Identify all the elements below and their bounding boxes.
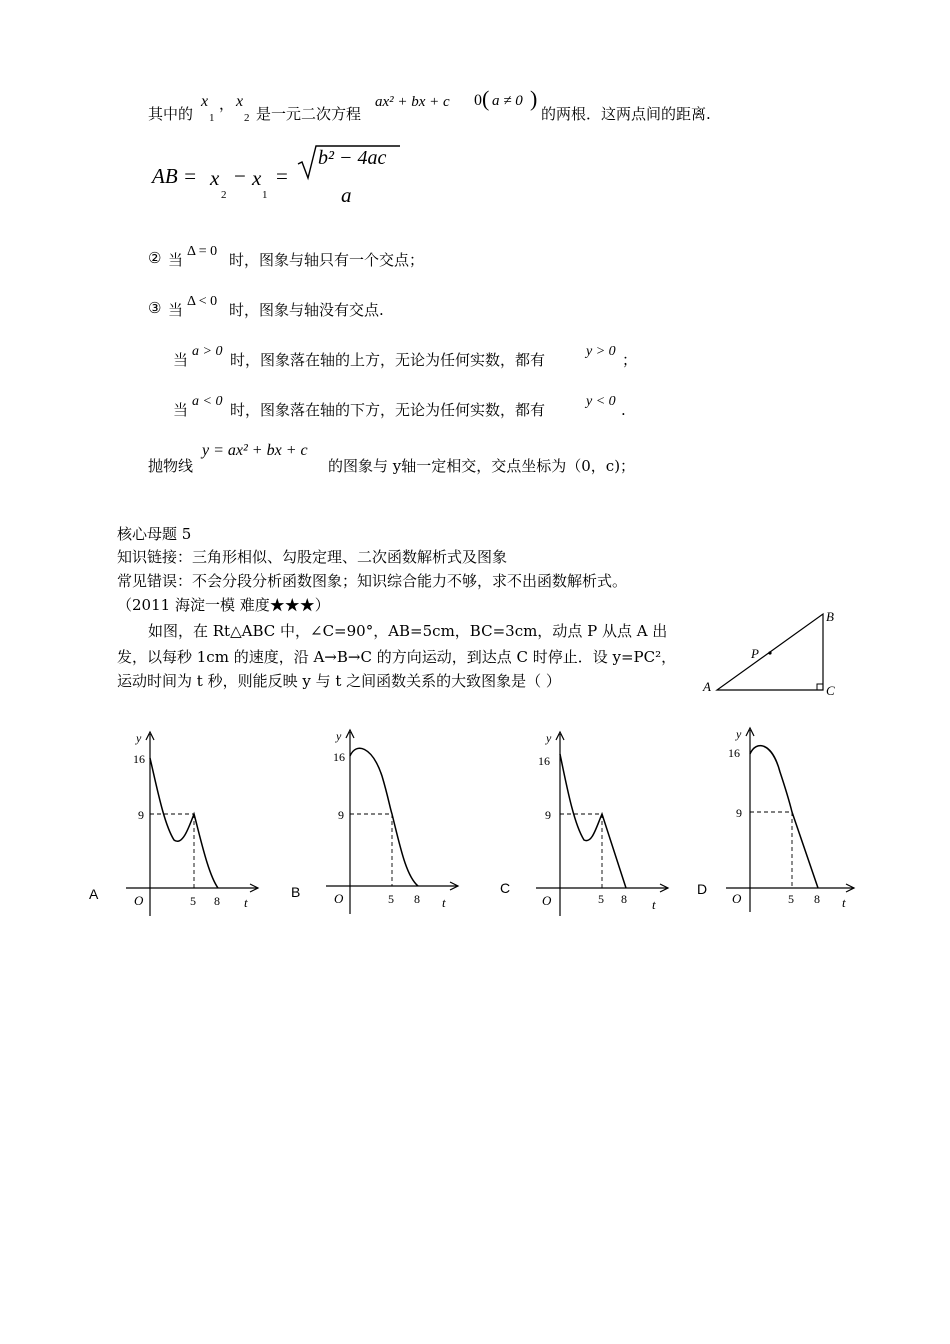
curve xyxy=(750,746,818,888)
aneg-text: 时，图象落在轴的下方，无论为任何实数，都有 xyxy=(230,401,546,419)
graph-option-a xyxy=(122,728,262,918)
option-b-label: B xyxy=(291,884,301,900)
vertex-b-label: B xyxy=(826,609,834,624)
aneg-end: . xyxy=(621,401,626,419)
text-prefix: 其中的 xyxy=(148,105,194,123)
roots-suffix: 的两根．这两点间的距离. xyxy=(541,105,711,123)
problem-line-3: 运动时间为 t 秒，则能反映 y 与 t 之间函数关系的大致图象是（ ） xyxy=(117,672,561,690)
problem-source: （2011 海淀一模 难度★★★） xyxy=(117,596,330,614)
tick-9: 9 xyxy=(736,806,742,820)
tick-5: 5 xyxy=(598,892,604,906)
case3-text: 时，图象与轴没有交点. xyxy=(229,301,384,319)
origin-label: O xyxy=(732,891,742,906)
knowledge-links: 知识链接：三角形相似、勾股定理、二次函数解析式及图象 xyxy=(117,548,508,566)
apos-end: ； xyxy=(622,351,638,369)
tick-9: 9 xyxy=(338,808,344,822)
parabola-text: 的图象与 y轴一定相交，交点坐标为（0，c)； xyxy=(328,457,636,475)
x1-symbol: x xyxy=(201,93,209,110)
formula-lhs: AB = xyxy=(152,164,198,188)
common-errors: 常见错误：不会分段分析函数图象；知识综合能力不够，求不出函数解析式。 xyxy=(117,572,628,590)
tick-16: 16 xyxy=(133,752,145,766)
triangle-figure xyxy=(695,602,845,707)
aneg-y-condition: y < 0 xyxy=(586,394,616,409)
option-a-label: A xyxy=(89,886,99,902)
t-axis-label: t xyxy=(842,895,846,910)
option-d-label: D xyxy=(697,881,708,897)
graph-option-d xyxy=(722,724,862,914)
tick-5: 5 xyxy=(788,892,794,906)
aneg-condition: a < 0 xyxy=(192,394,223,409)
vertex-a-label: A xyxy=(703,679,711,694)
apos-text: 时，图象落在轴的上方，无论为任何实数，都有 xyxy=(230,351,546,369)
curve xyxy=(560,754,626,888)
apos-when: 当 xyxy=(173,351,189,369)
formula-x2: x xyxy=(210,166,220,190)
tick-9: 9 xyxy=(138,808,144,822)
x2-subscript: 2 xyxy=(244,112,250,124)
formula-minus: − xyxy=(234,164,246,188)
paren-open: ( xyxy=(482,86,490,111)
core-title: 核心母题 5 xyxy=(117,525,192,543)
formula-sub1: 1 xyxy=(262,189,268,201)
point-p-label: P xyxy=(751,646,759,661)
case2-marker: ② xyxy=(148,249,162,267)
graph-option-c xyxy=(532,728,672,918)
right-angle-mark xyxy=(817,684,823,690)
equation-intro: 是一元二次方程 xyxy=(256,105,362,123)
case2-when: 当 xyxy=(168,251,184,269)
case3-when: 当 xyxy=(168,301,184,319)
formula-x1: x xyxy=(252,166,262,190)
curve xyxy=(150,758,218,888)
formula-numerator: b² − 4ac xyxy=(318,147,387,169)
comma: ， xyxy=(219,95,235,113)
graph-option-b xyxy=(322,726,462,916)
aneg-when: 当 xyxy=(173,401,189,419)
a-not-zero-condition: a ≠ 0 xyxy=(492,93,523,109)
tick-9: 9 xyxy=(545,808,551,822)
equation-zero: 0 xyxy=(474,92,482,109)
quadratic-equation: ax² + bx + c xyxy=(375,94,450,110)
option-c-label: C xyxy=(500,880,511,896)
parabola-prefix: 抛物线 xyxy=(148,457,194,475)
tick-8: 8 xyxy=(214,894,220,908)
vertex-c-label: C xyxy=(826,683,835,698)
problem-line-2: 发，以每秒 1cm 的速度，沿 A→B→C 的方向运动，到达点 C 时停止．设 y=PC²， xyxy=(117,648,677,666)
case3-marker: ③ xyxy=(148,299,162,317)
parabola-equation: y = ax² + bx + c xyxy=(202,442,308,459)
apos-y-condition: y > 0 xyxy=(586,344,616,359)
problem-line-1: 如图，在 Rt△ABC 中，∠C=90°，AB=5cm，BC=3cm，动点 P 从点 A 出 xyxy=(148,622,668,640)
tick-16: 16 xyxy=(333,750,345,764)
formula-denominator: a xyxy=(341,183,352,207)
origin-label: O xyxy=(542,893,552,908)
paren-close: ) xyxy=(530,86,538,111)
y-axis-label: y xyxy=(136,731,142,745)
origin-label: O xyxy=(134,893,144,908)
formula-equals: = xyxy=(276,164,288,188)
case3-condition: Δ < 0 xyxy=(187,294,218,309)
y-axis-label: y xyxy=(546,731,552,745)
t-axis-label: t xyxy=(652,897,656,912)
tick-8: 8 xyxy=(814,892,820,906)
tick-16: 16 xyxy=(728,746,740,760)
y-axis-label: y xyxy=(336,729,342,743)
tick-16: 16 xyxy=(538,754,550,768)
point-p xyxy=(768,651,771,654)
roots-intro-line xyxy=(148,104,193,124)
tick-8: 8 xyxy=(414,892,420,906)
x2-symbol: x xyxy=(236,93,244,110)
t-axis-label: t xyxy=(244,895,248,910)
origin-label: O xyxy=(334,891,344,906)
curve xyxy=(350,748,418,886)
tick-5: 5 xyxy=(190,894,196,908)
x1-subscript: 1 xyxy=(209,112,215,124)
tick-5: 5 xyxy=(388,892,394,906)
case2-text: 时，图象与轴只有一个交点； xyxy=(229,251,425,269)
formula-sub2: 2 xyxy=(221,189,227,201)
y-axis-label: y xyxy=(736,727,742,741)
t-axis-label: t xyxy=(442,895,446,910)
apos-condition: a > 0 xyxy=(192,344,223,359)
case2-condition: Δ = 0 xyxy=(187,244,218,259)
tick-8: 8 xyxy=(621,892,627,906)
